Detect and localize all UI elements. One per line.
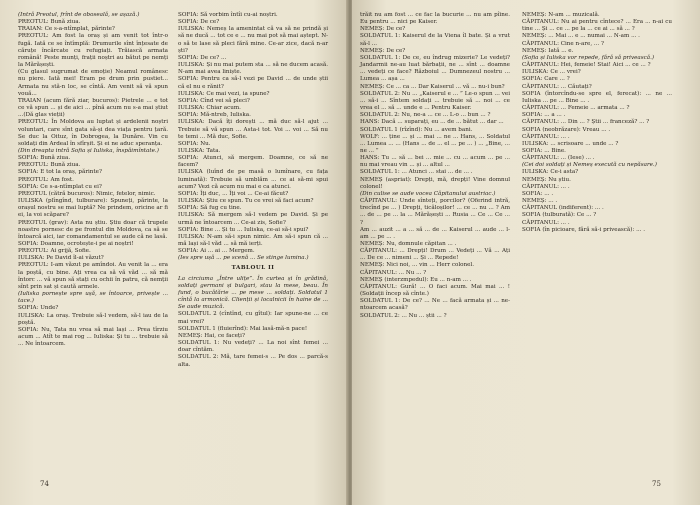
dialogue-line: IULISKA (plîngînd, tulburare): Spuneți, părinte, la orașul nostru se mai luptă? Ne prindem, oricine ar fi ei, la voi scăpare?	[18, 198, 168, 219]
dialogue-line: NEMEȘ: ... Mai ... e ... numai ... N-am ... .	[522, 33, 640, 40]
stage-direction: (Cei doi soldați și Nemeș execută cu nepăsare.)	[522, 162, 657, 169]
dialogue-line: CĂPITANUL: ... Drepți! Drum ... Vedeți ... Vă ... Ați ... De ce ... nimeni ... Și ... Repede!	[360, 248, 510, 262]
stage-direction: (Intră Preotul, frînt de oboseală, se așază.)	[18, 12, 140, 18]
left-page-column-1	[18, 12, 168, 348]
dialogue-line: CĂPITANUL: ... .	[522, 183, 570, 190]
dialogue-line: IULISKA: Să mergem să-l vedem pe David. Și pe urmă ne întoarcem ... Ce-ai zis, Sofie?	[178, 212, 328, 226]
dialogue-line: SOFIA (în picioare, fără să-i privească): ... .	[522, 226, 645, 233]
dialogue-line: SOFIA (întorcîndu-se spre el, ferecat): ... ne ... Iuliska ... pe ... Bine ... .	[522, 90, 672, 104]
dialogue-line: IULISKA: Ce ... vrei?	[522, 69, 581, 76]
dialogue-line: IULISKA (luînd de pe masă o lumînare, cu fața luminată): Trebuie să umblăm ... ce ai să-mi spui acum? Vezi că acum nu mai e ca atunci.	[178, 169, 328, 190]
dialogue-line: (Cu glasul sugrumat de emoție) Neamul românesc nu piere. Iată mei! Eram pe drum prin pustiet... Armata nu stă-n loc, se cîntă. Am venit să vă spun vouă...	[18, 69, 168, 97]
dialogue-line: IULISKA: Știu ce spun. Tu ce vrei să faci acum?	[178, 198, 314, 205]
dialogue-line: IULISKA: ... scrisoare ... unde ... ?	[522, 140, 619, 147]
dialogue-line: SOLDATUL 2: Mă, tare femei-s ... Pe dos ... parcă-s alta.	[178, 354, 328, 368]
dialogue-line: PREOTUL (grav): Asta nu știu. Știu doar că trupele noastre pornesc de pe frontul din Moldova, ca să se întoarcă aici, iar comandamentul se aude că ne lasă.	[18, 219, 168, 240]
right-page-column-1	[360, 12, 510, 320]
dialogue-line: NEMEȘ: Ce ... ca ... Dar Kaiserul ... vă ... nu-i bun?	[360, 83, 505, 90]
dialogue-line: SOLDATUL 2: Nu ... „Kaiserul e ... ” Le-o spun ... vei ... să-i ... Sîntem soldați ... trebuie să ... noi ... ce vrea el ... să ... unde e ... Pentru Kaiser.	[360, 90, 510, 112]
dialogue-line: SOFIA: Să vorbim întîi cu-ai noștri.	[178, 12, 278, 18]
dialogue-line: SOFIA: Atunci, să mergem. Doamne, ce să ne facem?	[178, 155, 328, 169]
dialogue-line: SOLDATUL 2: Nu, ne-a ... ce ... L-o ... bun ... ?	[360, 112, 491, 119]
dialogue-line: CĂPITANUL: ... Din ... ? Știi ... franceză? ... ?	[522, 119, 650, 126]
dialogue-line: IULISKA: Ce-i asta?	[522, 169, 579, 176]
dialogue-line: NEMEȘ: De ce?	[360, 47, 406, 54]
dialogue-line: IULISKA: Tata.	[178, 147, 221, 154]
dialogue-line: SOFIA: ... Bine.	[522, 147, 566, 154]
stage-direction: (Iuliska pornește spre ușă, se întoarce, privește ... tace.)	[18, 291, 168, 305]
dialogue-line: PREOTUL: Bună ziua.	[18, 19, 81, 26]
dialogue-line: NEMEȘ: Nu știu.	[522, 176, 571, 183]
dialogue-line: CĂPITANUL: ... .	[522, 133, 570, 140]
dialogue-line: CĂPITANUL: Gură! ... O faci acum. Mai mai ... ! (Soldații încep să cînte.)	[360, 283, 510, 298]
dialogue-line: SOFIA: Nu, Tata nu vrea să mai lași ... Prea tîrziu acum ... Atît te mai rog ... Iuliska: Și tu ... trebuie să ... Ne întoarcem.	[18, 326, 168, 348]
dialogue-line: SOLDATUL 1 (fluierînd): Mai lasă-mă-n pace!	[178, 325, 308, 332]
dialogue-line: SOLDATUL 1: Nu vedeți? ... La noi sînt femei ... doar cîntăm.	[178, 340, 328, 354]
dialogue-line: CĂPITANUL: Unde sînteți, porcilor? (Oferind intră, trecînd pe ... ) Drepți, ticăloșilor! ... ce ... nu ... ? Am ... de ... pe ... la ... Mărășești ... Rusia ... Ce ... Ce ... ?	[360, 198, 510, 226]
dialogue-line: IULISKA: Nemeș la amenintat că va să ne prindă și să ne ducă ... tot ce e ... nu mai pot să mai aștept. N-o să te lase să pleci fără mine. Ce-ar zice, dacă n-ar ști?	[178, 26, 328, 54]
dialogue-line: PREOTUL: Ai grijă, Sofie.	[18, 248, 91, 255]
dialogue-line: CĂPITANUL: ... .	[522, 219, 570, 226]
stage-direction: La circiuma „Între ulițe”. În curtea și în grădină, soldați germani și bulgari, stau la mese, beau. În fund, o bucătărie ... pe mese ... soldați. Soldatul 1 cîntă la armonică. Clienții și localnicii în haine de ... Se aude muzică.	[178, 275, 328, 311]
tableau-heading: TABLOUL II	[231, 265, 275, 272]
dialogue-line: SOFIA: ... .	[522, 190, 554, 197]
dialogue-line: SOLDATUL 2 (cîntînd, cu gîtul): Iar spune-ne ... ce mai vrei?	[178, 311, 328, 325]
dialogue-line: SOFIA: Îți duc, ... Îți voi ... Ce-ai făcut?	[178, 190, 289, 197]
dialogue-line: PREOTUL: Am fost.	[18, 176, 74, 183]
dialogue-line: NEMEȘ: Hai, ce faceți?	[178, 332, 245, 339]
stage-direction: (Sofia și Iuliska vor repede, fără să privească.)	[522, 54, 655, 61]
dialogue-line: SOLDATUL 1: De ce? ... Ne ... facă armata și ... ne-ntoarcem acasă?	[360, 298, 510, 312]
dialogue-line: NEMEȘ: ... .	[522, 198, 558, 205]
dialogue-line: SOLDATUL 1 (rîzînd): Nu ... avem bani.	[360, 126, 473, 133]
dialogue-line: SOFIA: Pentru ca să-l vezi pe David ... de unde știi că el nu e rănit?	[178, 76, 328, 90]
stage-direction: (Ies spre ușă ... pe scenă ... Se stinge lumina.)	[178, 255, 309, 262]
dialogue-line: PREOTUL: I-am văzut pe amîndoi. Au venit la ... era la poștă, cu bine. Ați vrea ca să vă văd ... să mă întorc ... vă spun să stați cu ochii în patru, că nemții sînt prin sat și caută armele.	[18, 262, 168, 290]
dialogue-line: IULISKA: Dacă îți dorești ... mă duc să-l ajut ... Trebuie să vă spun ... Asta-i tot. Voi ... voi ... Să nu te temi ... Mă duc, Sofie.	[178, 119, 328, 140]
dialogue-line: SOFIA (neobrăzare): Vreau ... .	[522, 126, 611, 133]
dialogue-line: HANS: Dacă ... suparați, eu ... de ... bătut ... dar ...	[360, 119, 504, 126]
stage-direction: (Din dreapta intră Sofia și Iuliska, înspăimîntate.)	[18, 147, 159, 154]
dialogue-line: IULISKA: Și nu mai putem sta ... să ne ducem acasă. N-am mai avea liniște.	[178, 62, 328, 76]
dialogue-line: PREOTUL: În Moldova au luptat și ardelenii noștri voluntari, care sînt gata să-și dea viața pentru țară. Se duc la Oituz, în Dobrogea, la Dunăre. Vin cu soldați din Ardeal în sfîrșit. Și ei ne aduc speranța.	[18, 119, 168, 147]
dialogue-line: SOFIA: ... a ... .	[522, 112, 566, 119]
dialogue-line: trăit nu am fost ... ce fac la bucurie ... nu am pîine. Eu pentru ... nici pe Kaiser.	[360, 12, 510, 26]
dialogue-line: CĂPITANUL: Cine n-are, ... ?	[522, 40, 604, 47]
dialogue-line: TRAIAN (acum fără ziar, bucuros): Pietrele ... e tot ce vă spun ... și de aici ... pînă acum nu s-a mai știut ...(Dă glas vieții)	[18, 97, 168, 119]
dialogue-line: SOFIA (tulburată): Ce ... ?	[522, 212, 597, 219]
dialogue-line: CĂPITANUL: Hei, femeie! Stai! Aici ... ce ... ?	[522, 62, 651, 69]
dialogue-line: SOFIA: E tot la oraș, părinte?	[18, 169, 102, 176]
dialogue-line: CĂPITANUL: Nu ai pentru cîntece? ... Era ... n-ai cu tine ... Și ... ce ... pe la ... ce ai ... să ... ?	[522, 19, 672, 33]
dialogue-line: NEMEȘ: N-am ... muzicală.	[522, 12, 600, 18]
dialogue-line: IULISKA: La oraș. Trebuie să-l vedem, să-l iau de la poștă.	[18, 312, 168, 326]
dialogue-line: SOFIA: Bine ... Și tu ... Iuliska, ce-ai să-i spui?	[178, 226, 309, 233]
right-page	[352, 0, 700, 505]
dialogue-line: CĂPITANUL (indiferent): ... .	[522, 205, 604, 212]
dialogue-line: SOFIA: Ce s-a-ntîmplat cu ei?	[18, 183, 102, 190]
dialogue-line: NEMEȘ (aspriat): Drepți, mă, drepți! Vine domnul colonel!	[360, 176, 510, 190]
left-page-number: 74	[40, 480, 49, 488]
dialogue-line: CĂPITANUL: ... Căutați?	[522, 83, 592, 90]
dialogue-line: NEMEȘ (interzmpedul): Eu ... n-am ... .	[360, 276, 472, 283]
dialogue-line: SOFIA: Mă-ntreb, Iuliska.	[178, 112, 251, 119]
dialogue-line: CĂPITANUL: ... Femeie ... armata ... ?	[522, 105, 630, 112]
dialogue-line: IULISKA: Ce mai vezi, ia spune?	[178, 90, 270, 97]
dialogue-line: SOFIA: Cînd vei să pleci?	[178, 97, 250, 104]
dialogue-line: Am ... auzit ... a ... să ... de ... Kaiserul ... aude ... l-am ... pe ... .	[360, 226, 510, 240]
dialogue-line: CĂPITANUL: ... (Iese) ... .	[522, 155, 595, 162]
dialogue-line: SOFIA: De ce? ...	[178, 54, 227, 61]
dialogue-line: SOFIA: Nu.	[178, 140, 211, 147]
dialogue-line: IULISKA: N-am să-i spun nimic. Am să-i spun că ... mă lași să-l văd ... să mă ierți.	[178, 233, 328, 247]
dialogue-line: SOFIA: Care ... ?	[522, 76, 570, 83]
dialogue-line: SOFIA: Bună ziua.	[18, 155, 71, 162]
dialogue-line: SOLDATUL 1: De ce, eu îndrug mizerie? Le vedeți? Jandarmii ne-au luat bărbații, ne ... sînt ... doamne ... vedeți ce face? Războiul ... Dumnezeul nostru ... Lumea ... așa ...	[360, 54, 510, 83]
dialogue-line: HANS: Tu ... să ... bei ... mie ... cu ... acum ... pe ... nu mai vreau vin ... și ... altul ...	[360, 155, 510, 169]
dialogue-line: IULISKA: Pe David îl-ai văzut?	[18, 255, 104, 262]
left-page	[0, 0, 348, 505]
dialogue-line: SOLDATUL 2: ... Nu ... știi ... ?	[360, 312, 447, 319]
dialogue-line: NEMEȘ: Nu, domnule căpitan ... .	[360, 241, 457, 247]
dialogue-line: WOLF: ... ține ... și ... mai ... ne ... Hans, ... Soldatul ... Lumea ... ... (Hans ... de ... el ... pe ... ) ... „Bine, ... ne ... ”	[360, 133, 510, 154]
dialogue-line: SOFIA: Unde?	[18, 305, 59, 312]
dialogue-line: SOFIA: Doamne, ocrotește-i pe ai noștri!	[18, 241, 134, 247]
dialogue-line: NEMEȘ: Nici noi, ... vin ... Herr colonel.	[360, 262, 474, 269]
right-page-column-2	[522, 12, 672, 234]
dialogue-line: NEMEȘ: De ce?	[360, 26, 406, 33]
dialogue-line: CĂPITANUL: ... Nu ... ?	[360, 269, 427, 276]
dialogue-line: PREOTUL: Am fost la oraș și am venit tot într-o fugă. Iată ce se întîmplă: Drumurile sînt înțesate de căruțe încărcate cu refugiați. Trăiască armata română! Peste munți, frații noștri au bătut pe nemți la Mărășești.	[18, 33, 168, 69]
stage-direction: (Din culise se aude vocea Căpitanului austriac.)	[360, 190, 496, 197]
dialogue-line: SOLDATUL 1: Kaiserul de la Viena îl bate. Și a vrut să-l ...	[360, 33, 510, 47]
dialogue-line: SOLDATUL 1: ... Atunci ... stai ... de ... .	[360, 169, 473, 176]
dialogue-line: PREOTUL (cătră bucuros): Nimic, fetelor, nimic.	[18, 190, 156, 197]
dialogue-line: NEMEȘ: Iată ... e.	[522, 47, 574, 54]
dialogue-line: TRAIAN: Ce s-a-ntîmplat, părinte?	[18, 26, 115, 33]
dialogue-line: SOFIA: De ce?	[178, 19, 220, 26]
right-page-number: 75	[652, 480, 661, 488]
left-page-column-2	[178, 12, 328, 369]
dialogue-line: IULISKA: Chiar acum.	[178, 105, 241, 112]
dialogue-line: SOFIA: Să fug cu tine.	[178, 205, 242, 212]
dialogue-line: SOFIA: Ai ... ai ... Mergem.	[178, 248, 255, 255]
dialogue-line: PREOTUL: Bună ziua.	[18, 162, 81, 169]
